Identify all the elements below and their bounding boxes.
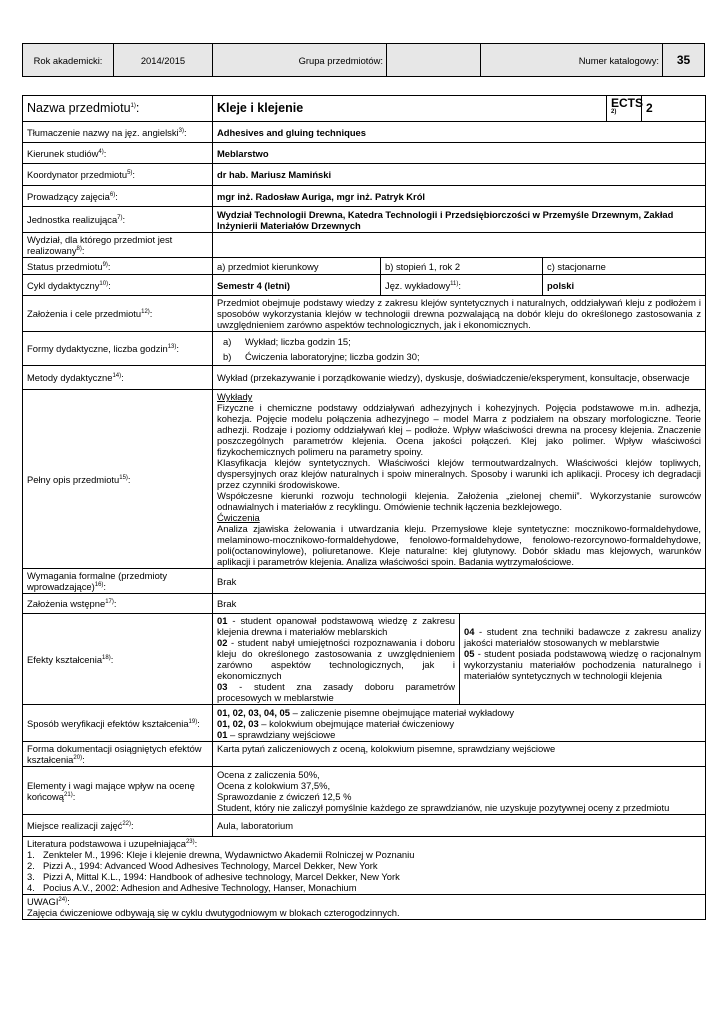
outcome-item: 02 - student nabył umiejętności rozpoznawania i doboru kleju do określonego zastosowania z uwzględnieniem zarówno aspektów technologicznych, jak i ekonomicznych — [217, 637, 455, 681]
desc-paragraph: Klasyfikacja klejów syntetycznych. Właściwości klejów termoutwardzalnych. Właściwości klejów topliwych, dyspersyjnych oraz klejów naturalnych i spoiw mineralnych. Sposoby i warunki ich aplikacji. Procesy ich degradacji przez czynniki środowiskowe. — [217, 457, 702, 490]
status-label: Status przedmiotu$^{9)}$: — [23, 258, 213, 275]
unit-label: Jednostka realizująca$^{7)}$: — [23, 207, 213, 233]
direction-label: Kierunek studiów$^{4)}$: — [23, 143, 213, 164]
outcomes-grid — [213, 614, 705, 704]
outcomes-value — [213, 614, 706, 705]
outcome-item: 05 - student posiada podstawową wiedzę o racjonalnym wykorzystaniu materiałów pochodzenia naturalnego i materiałów syntetycznych w technologii klejenia — [464, 648, 702, 681]
unit-value: Wydział Technologii Drewna, Katedra Technologii i Przedsiębiorczości w Przemyśle Drzewnym, Zakład Inżynierii Materiałów Drzewnych — [213, 207, 706, 233]
direction-value: Meblarstwo — [213, 143, 706, 164]
forms-item-b: b) Ćwiczenia laboratoryjne; liczba godzin 30; — [223, 350, 420, 362]
syllabus-table — [22, 95, 706, 920]
coordinator-value: dr hab. Mariusz Mamiński — [213, 164, 706, 186]
ects-value: 2 — [642, 96, 706, 122]
forms-label: Formy dydaktyczne, liczba godzin$^{13)}$: — [23, 332, 213, 366]
exercises-heading: Ćwiczenia — [217, 512, 260, 523]
verify-value — [213, 705, 706, 742]
grade-line: Ocena z kolokwium 37,5%, — [217, 779, 331, 791]
desc-paragraph: Fizyczne i chemiczne podstawy oddziaływań adhezyjnych i kohezyjnych. Pojęcia podstawowe m.in. adhezja, kohezja. Pojęcie modelu połączenia adhezyjnego – model Marra z podziałem na obszary morfologiczne. Teorie adhezji. Rodzaje i poziomy oddziaływań klej – podłoże. Wpływ właściwości drewna na procesy klejenia. Znaczenie poszczególnych parametrów klejenia. Ocena jakości połączeń. Klej jako polimer. Wpływ właściwości fizykochemicznych polimeru na parametry spoiny. — [217, 402, 702, 457]
translation-label: Tłumaczenie nazwy na jęz. angielski$^{3)}$: — [23, 122, 213, 143]
goals-label: Założenia i cele przedmiotu$^{12)}$: — [23, 296, 213, 332]
teachers-value: mgr inż. Radosław Auriga, mgr inż. Patryk Król — [213, 186, 706, 207]
faculty-label: Wydział, dla którego przedmiot jest realizowany$^{8)}$: — [23, 233, 213, 258]
desc-value — [213, 390, 706, 569]
literature-item: 4. Pocius A.V., 2002: Adhesion and Adhesive Technology, Hanser, Monachium — [27, 882, 357, 893]
name-label: Nazwa przedmiotu$^{1)}$: — [23, 96, 213, 122]
header-table — [22, 43, 705, 77]
outcomes-left — [213, 614, 460, 704]
group-label: Grupa przedmiotów: — [213, 44, 387, 77]
status-b: b) stopień 1, rok 2 — [381, 258, 543, 275]
academic-year-value: 2014/2015 — [114, 44, 213, 77]
cycle-label: Cykl dydaktyczny$^{10)}$: — [23, 275, 213, 296]
faculty-value — [213, 233, 706, 258]
notes-cell — [23, 895, 706, 920]
formal-label: Wymagania formalne (przedmioty wprowadzające)$^{16)}$: — [23, 569, 213, 594]
verify-item: 01 – sprawdziany wejściowe — [217, 728, 336, 740]
forms-value — [213, 332, 706, 366]
lang-label: Jęz. wykładowy$^{11)}$: — [381, 275, 543, 296]
outcome-item: 01 - student opanował podstawową wiedzę z zakresu klejenia drewna i materiałów meblarskich — [217, 615, 455, 637]
grade-label: Elementy i wagi mające wpływ na ocenę końcową$^{21)}$: — [23, 767, 213, 815]
outcomes-label: Efekty kształcenia$^{18)}$: — [23, 614, 213, 705]
formal-value: Brak — [213, 569, 706, 594]
literature-item: 3. Pizzi A, Mittal K.L., 1994: Handbook of adhesive technology, Marcel Dekker, New York — [27, 871, 400, 882]
notes-label: UWAGI$^{24)}$: — [27, 896, 70, 907]
prereq-label: Założenia wstępne$^{17)}$: — [23, 594, 213, 614]
lang-value: polski — [543, 275, 706, 296]
desc-paragraph: Współczesne kierunki rozwoju technologii klejenia. Założenia „zielonej chemii”. Wykorzystanie surowców odnawialnych i materiałów z recyklingu. Omówienie technik łączenia bezklejowego. — [217, 490, 702, 512]
literature-label: Literatura podstawowa i uzupełniająca$^{23)}$: — [27, 838, 198, 849]
docs-value: Karta pytań zaliczeniowych z oceną, kolokwium pisemne, sprawdziany wejściowe — [213, 742, 706, 767]
place-label: Miejsce realizacji zajęć$^{22)}$: — [23, 815, 213, 837]
goals-value: Przedmiot obejmuje podstawy wiedzy z zakresu klejów syntetycznych i naturalnych, oddziaływań kleju z podłożem i sposobów wykorzystania klejów w technologii drewna pozwalającą na dobór kleju do określonego zastosowania z uwzględnieniem zarówno aspektów technologicznych, jak i ekonomicznych. — [213, 296, 706, 332]
coordinator-label: Koordynator przedmiotu$^{5)}$: — [23, 164, 213, 186]
outcome-item: 04 - student zna techniki badawcze z zakresu analizy jakości materiałów stosowanych w meblarstwie — [464, 626, 702, 648]
outcomes-right — [460, 614, 706, 704]
place-value: Aula, laboratorium — [213, 815, 706, 837]
verify-item: 01, 02, 03, 04, 05 – zaliczenie pisemne obejmujące materiał wykładowy — [217, 706, 515, 718]
cycle-value: Semestr 4 (letni) — [213, 275, 381, 296]
methods-label: Metody dydaktyczne$^{14)}$: — [23, 366, 213, 390]
notes-value: Zajęcia ćwiczeniowe odbywają się w cyklu dwutygodniowym w blokach czterogodzinnych. — [27, 907, 400, 918]
lectures-heading: Wykłady — [217, 391, 253, 402]
catalog-number: 35 — [663, 44, 705, 77]
literature-cell — [23, 837, 706, 895]
verify-item: 01, 02, 03 – kolokwium obejmujące materiał ćwiczeniowy — [217, 717, 455, 729]
docs-label: Forma dokumentacji osiągniętych efektów kształcenia$^{20)}$: — [23, 742, 213, 767]
desc-paragraph: Analiza zjawiska żelowania i utwardzania kleju. Przemysłowe kleje syntetyczne: mocznikowo-formaldehydowe, melaminowo-mocznikowo-formaldehydowe, fenolowo-formaldehydowe, fenolowo-rezorcynowo-formaldehydowe, poli(octanowinylowe), poliuretanowe. Kleje naturalne: klej glutynowy. Dobór składu mas klejowych, warunków aplikacji i parametrów klejenia. Analiza właściwości spoin. Badania wytrzymałościowe. — [217, 523, 702, 567]
grade-line: Sprawozdanie z ćwiczeń 12,5 % — [217, 790, 352, 802]
status-c: c) stacjonarne — [543, 258, 706, 275]
grade-value — [213, 767, 706, 815]
methods-value: Wykład (przekazywanie i porządkowanie wiedzy), dyskusje, doświadczenie/eksperyment, konsultacje, obserwacje — [213, 366, 706, 390]
grade-line: Student, który nie zaliczył pomyślnie każdego ze sprawdzianów, nie uzyskuje pozytywnej oceny z przedmiotu — [217, 801, 670, 813]
prereq-value: Brak — [213, 594, 706, 614]
translation-value: Adhesives and gluing techniques — [213, 122, 706, 143]
desc-label: Pełny opis przedmiotu$^{15)}$: — [23, 390, 213, 569]
catalog-label: Numer katalogowy: — [481, 44, 663, 77]
teachers-label: Prowadzący zajęcia$^{6)}$: — [23, 186, 213, 207]
group-value — [387, 44, 481, 77]
academic-year-label: Rok akademicki: — [23, 44, 114, 77]
status-a: a) przedmiot kierunkowy — [213, 258, 381, 275]
grade-line: Ocena z zaliczenia 50%, — [217, 768, 320, 780]
ects-label: ECTS $^{2)}$ — [607, 96, 642, 122]
course-name: Kleje i klejenie — [213, 96, 607, 122]
literature-item: 1. Zenkteler M., 1996: Kleje i klejenie drewna, Wydawnictwo Akademii Rolniczej w Poznaniu — [27, 849, 415, 860]
literature-item: 2. Pizzi A., 1994: Advanced Wood Adhesives Technology, Marcel Dekker, New York — [27, 860, 378, 871]
forms-item-a: a) Wykład; liczba godzin 15; — [223, 335, 351, 347]
verify-label: Sposób weryfikacji efektów kształcenia$^{19)}$: — [23, 705, 213, 742]
outcome-item: 03 - student zna zasady doboru parametrów procesowych w meblarstwie — [217, 681, 455, 703]
